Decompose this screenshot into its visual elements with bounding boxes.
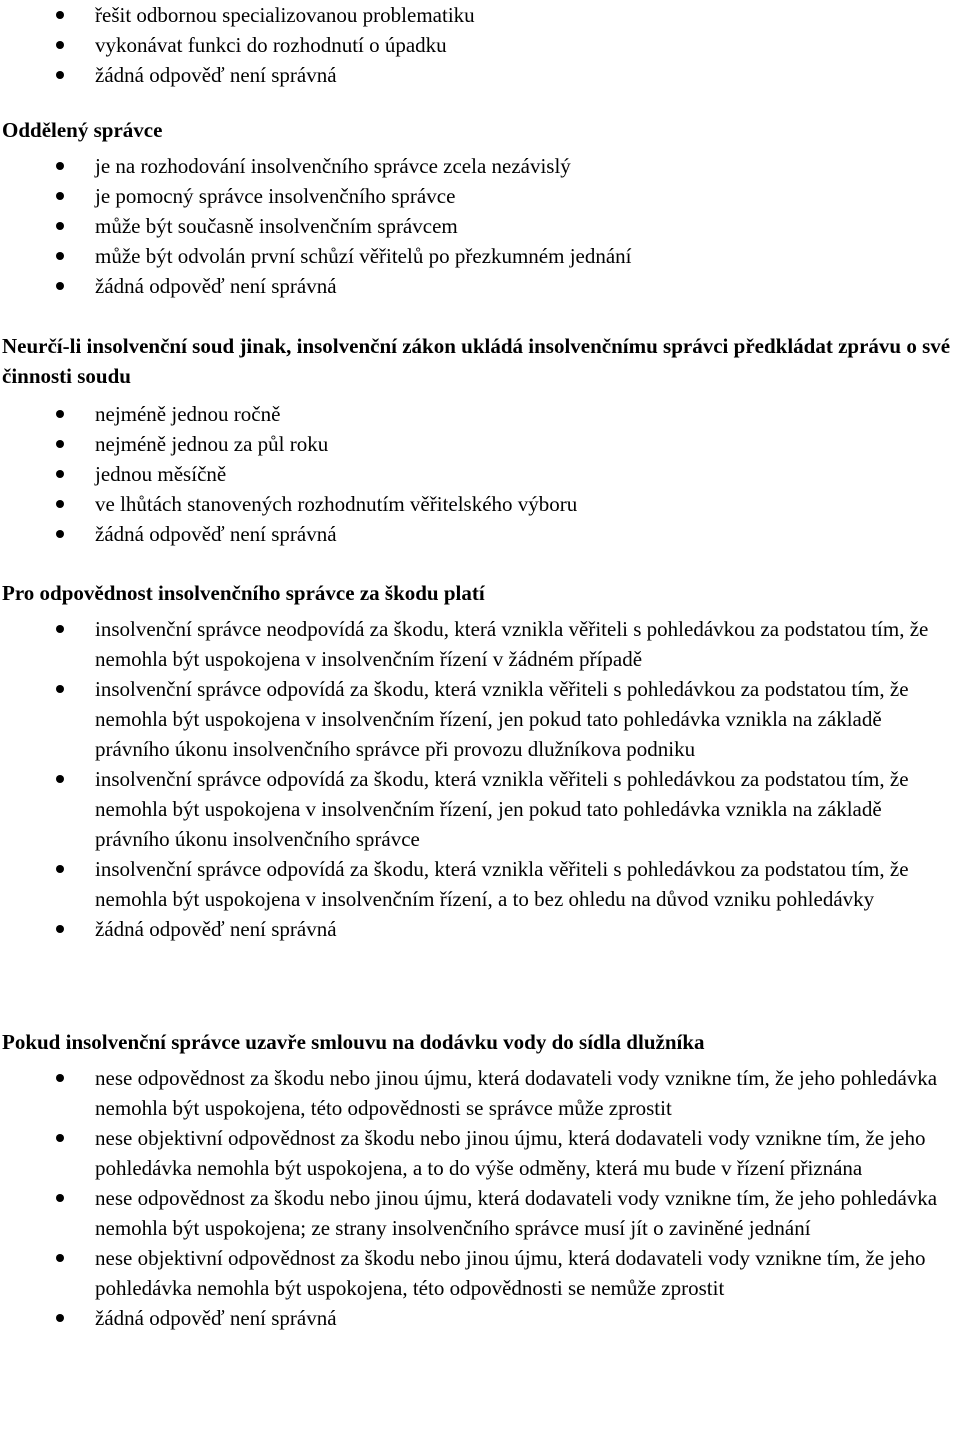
answer-option: žádná odpověď není správná — [0, 519, 960, 549]
answer-option: může být odvolán první schůzí věřitelů po přezkumném jednání — [0, 241, 960, 271]
bullet-icon — [56, 865, 64, 873]
bullet-icon — [56, 500, 64, 508]
answer-option: nese odpovědnost za škodu nebo jinou újmu, která dodavateli vody vznikne tím, že jeho pohledávka nemohla být uspokojena; ze strany insolvenčního správce musí jít o zaviněné jednání — [0, 1183, 960, 1243]
bullet-icon — [56, 625, 64, 633]
answer-option: nese objektivní odpovědnost za škodu nebo jinou újmu, která dodavateli vody vznikne tím, že jeho pohledávka nemohla být uspokojena, této odpovědnosti se nemůže zprostit — [0, 1243, 960, 1303]
bullet-icon — [56, 410, 64, 418]
answer-option: žádná odpověď není správná — [0, 914, 960, 944]
answer-option: žádná odpověď není správná — [0, 1303, 960, 1333]
bullet-icon — [56, 925, 64, 933]
bullet-icon — [56, 222, 64, 230]
answer-option: vykonávat funkci do rozhodnutí o úpadku — [0, 30, 960, 60]
answer-option: jednou měsíčně — [0, 459, 960, 489]
bullet-icon — [56, 470, 64, 478]
question-block-3 — [0, 578, 960, 944]
answer-option: řešit odbornou specializovanou problematiku — [0, 0, 960, 30]
question-heading: Pro odpovědnost insolvenčního správce za škodu platí — [2, 581, 485, 605]
bullet-icon — [56, 775, 64, 783]
answer-list — [0, 151, 960, 301]
bullet-icon — [56, 1314, 64, 1322]
bullet-icon — [56, 11, 64, 19]
bullet-icon — [56, 685, 64, 693]
bullet-icon — [56, 440, 64, 448]
bullet-icon — [56, 252, 64, 260]
question-heading: Neurčí-li insolvenční soud jinak, insolvenční zákon ukládá insolvenčnímu správci předkládat zprávu o své činnosti soudu — [2, 334, 951, 388]
answer-option: ve lhůtách stanovených rozhodnutím věřitelského výboru — [0, 489, 960, 519]
answer-option: žádná odpověď není správná — [0, 60, 960, 90]
answer-list — [0, 399, 960, 549]
answer-option: může být současně insolvenčním správcem — [0, 211, 960, 241]
answer-option: žádná odpověď není správná — [0, 271, 960, 301]
answer-option: insolvenční správce odpovídá za škodu, která vznikla věřiteli s pohledávkou za podstatou tím, že nemohla být uspokojena v insolvenčním řízení, jen pokud tato pohledávka vznikla na základě právního úkonu insolvenčního správce — [0, 764, 960, 854]
question-heading: Oddělený správce — [2, 118, 163, 142]
bullet-icon — [56, 1074, 64, 1082]
bullet-icon — [56, 282, 64, 290]
answer-option: je pomocný správce insolvenčního správce — [0, 181, 960, 211]
bullet-icon — [56, 1254, 64, 1262]
bullet-icon — [56, 162, 64, 170]
answer-option: nese odpovědnost za škodu nebo jinou újmu, která dodavateli vody vznikne tím, že jeho pohledávka nemohla být uspokojena, této odpovědnosti se správce může zprostit — [0, 1063, 960, 1123]
answer-option: nejméně jednou za půl roku — [0, 429, 960, 459]
bullet-icon — [56, 530, 64, 538]
answer-option: insolvenční správce odpovídá za škodu, která vznikla věřiteli s pohledávkou za podstatou tím, že nemohla být uspokojena v insolvenčním řízení, a to bez ohledu na důvod vzniku pohledávky — [0, 854, 960, 914]
answer-option: nese objektivní odpovědnost za škodu nebo jinou újmu, která dodavateli vody vznikne tím, že jeho pohledávka nemohla být uspokojena, a to do výše odměny, která mu bude v řízení přiznána — [0, 1123, 960, 1183]
answer-list — [0, 1063, 960, 1333]
question-heading: Pokud insolvenční správce uzavře smlouvu na dodávku vody do sídla dlužníka — [2, 1030, 705, 1054]
answer-option: nejméně jednou ročně — [0, 399, 960, 429]
answer-list — [0, 614, 960, 944]
answer-option: insolvenční správce neodpovídá za škodu, která vznikla věřiteli s pohledávkou za podstatou tím, že nemohla být uspokojena v insolvenčním řízení v žádném případě — [0, 614, 960, 674]
question-block-4 — [0, 1027, 960, 1333]
answer-option: je na rozhodování insolvenčního správce zcela nezávislý — [0, 151, 960, 181]
bullet-icon — [56, 1194, 64, 1202]
question-block-0 — [0, 0, 960, 90]
answer-option: insolvenční správce odpovídá za škodu, která vznikla věřiteli s pohledávkou za podstatou tím, že nemohla být uspokojena v insolvenčním řízení, jen pokud tato pohledávka vznikla na základě právního úkonu insolvenčního správce při provozu dlužníkova podniku — [0, 674, 960, 764]
answer-list — [0, 0, 960, 90]
bullet-icon — [56, 192, 64, 200]
question-block-2 — [0, 331, 960, 549]
question-block-1 — [0, 115, 960, 301]
bullet-icon — [56, 71, 64, 79]
bullet-icon — [56, 41, 64, 49]
bullet-icon — [56, 1134, 64, 1142]
